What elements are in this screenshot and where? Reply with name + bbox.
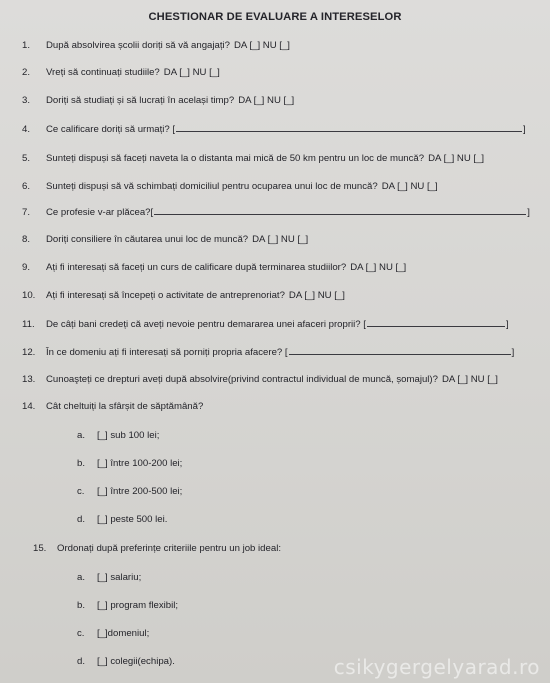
question-text: Ce profesie v-ar plăcea?[	[46, 207, 154, 218]
question-13	[22, 374, 540, 386]
option-text: [_] salariu;	[97, 572, 142, 583]
q15-option-d[interactable]	[77, 656, 175, 668]
page-title: CHESTIONAR DE EVALUARE A INTERESELOR	[148, 11, 402, 23]
question-14	[22, 401, 540, 413]
question-text: Ordonați după preferințe criteriile pentru un job ideal:	[57, 543, 281, 554]
yes-no-answer[interactable]: DA [_] NU [_]	[381, 181, 438, 192]
question-5	[22, 153, 540, 165]
yes-no-answer[interactable]: DA [_] NU [_]	[233, 40, 290, 51]
question-10	[22, 290, 540, 302]
yes-no-answer[interactable]: DA [_] NU [_]	[238, 95, 295, 106]
option-text: [_] între 100-200 lei;	[97, 458, 183, 469]
question-number: 3.	[22, 95, 31, 106]
question-3	[22, 95, 540, 107]
question-6	[22, 181, 540, 193]
question-text: Ați fi interesați să începeți o activitate de antreprenoriat?	[46, 290, 285, 301]
question-8	[22, 234, 540, 246]
question-number: 9.	[22, 262, 31, 273]
question-9	[22, 262, 540, 274]
option-letter: a.	[77, 572, 86, 583]
option-letter: b.	[77, 458, 86, 469]
question-text: Ce calificare doriți să urmați? [	[46, 124, 176, 135]
watermark: csikygergelyarad.ro	[333, 655, 540, 679]
yes-no-answer[interactable]: DA [_] NU [_]	[163, 67, 220, 78]
yes-no-answer[interactable]: DA [_] NU [_]	[441, 374, 498, 385]
question-text: Ați fi interesați să faceți un curs de calificare după terminarea studiilor?	[46, 262, 347, 273]
q14-option-d[interactable]	[77, 514, 167, 526]
option-text: [_] colegii(echipa).	[97, 656, 175, 667]
option-text: [_] între 200-500 lei;	[97, 486, 183, 497]
option-letter: c.	[77, 486, 85, 497]
question-number: 8.	[22, 234, 31, 245]
yes-no-answer[interactable]: DA [_] NU [_]	[428, 153, 485, 164]
question-text: Sunteți dispuși să vă schimbați domiciliul pentru ocuparea unui loc de muncă?	[46, 181, 378, 192]
question-number: 13.	[22, 374, 36, 385]
option-letter: d.	[77, 514, 86, 525]
question-number: 15.	[33, 543, 47, 554]
question-1	[22, 40, 540, 52]
q15-option-c[interactable]	[77, 628, 149, 640]
answer-line[interactable]	[289, 346, 511, 355]
q15-option-a[interactable]	[77, 572, 141, 584]
answer-line[interactable]	[367, 318, 505, 327]
question-4	[22, 123, 540, 136]
question-text: Vreți să continuați studiile?	[46, 67, 160, 78]
question-number: 11.	[22, 319, 35, 330]
option-text: [_]domeniul;	[97, 628, 150, 639]
answer-line[interactable]	[176, 123, 522, 132]
question-number: 1.	[22, 40, 31, 51]
question-number: 6.	[22, 181, 31, 192]
question-7	[22, 206, 540, 219]
answer-line[interactable]	[154, 206, 526, 215]
question-text: Doriți să studiați și să lucrați în același timp?	[46, 95, 235, 106]
option-letter: a.	[77, 430, 86, 441]
closing-bracket: ]	[511, 347, 515, 358]
question-number: 4.	[22, 124, 31, 135]
q15-option-b[interactable]	[77, 600, 178, 612]
option-letter: b.	[77, 600, 86, 611]
closing-bracket: ]	[505, 319, 509, 330]
question-text: În ce domeniu ați fi interesați să porniți propria afacere? [	[46, 347, 288, 358]
closing-bracket: ]	[523, 124, 526, 135]
q14-option-a[interactable]	[77, 430, 159, 442]
question-text: Cât cheltuiți la sfârșit de săptămână?	[46, 401, 204, 412]
option-text: [_] program flexibil;	[97, 600, 179, 611]
yes-no-answer[interactable]: DA [_] NU [_]	[288, 290, 345, 301]
option-letter: d.	[77, 656, 86, 667]
option-text: [_] peste 500 lei.	[97, 514, 168, 525]
question-number: 14.	[22, 401, 36, 412]
question-number: 7.	[22, 207, 31, 218]
question-text: După absolvirea școlii doriți să vă angajați?	[46, 40, 230, 51]
q14-option-b[interactable]	[77, 458, 182, 470]
question-text: De câți bani credeți că aveți nevoie pentru demararea unei afaceri proprii? [	[46, 319, 366, 330]
q14-option-c[interactable]	[77, 486, 182, 498]
question-text: Doriți consiliere în căutarea unui loc de muncă?	[46, 234, 249, 245]
question-text: Cunoaşteți ce drepturi aveți după absolvire(privind contractul individual de muncă, șomajul)?	[46, 374, 438, 385]
question-12	[22, 346, 540, 359]
question-15	[33, 543, 540, 555]
option-letter: c.	[77, 628, 85, 639]
question-number: 5.	[22, 153, 31, 164]
question-number: 12.	[22, 347, 36, 358]
yes-no-answer[interactable]: DA [_] NU [_]	[252, 234, 309, 245]
question-text: Sunteți dispuși să faceți naveta la o distanta mai mică de 50 km pentru un loc de muncă?	[46, 153, 425, 164]
question-number: 2.	[22, 67, 31, 78]
question-2	[22, 67, 540, 79]
option-text: [_] sub 100 lei;	[97, 430, 160, 441]
question-11	[22, 318, 540, 331]
yes-no-answer[interactable]: DA [_] NU [_]	[350, 262, 407, 273]
closing-bracket: ]	[527, 207, 530, 218]
question-number: 10.	[22, 290, 36, 301]
